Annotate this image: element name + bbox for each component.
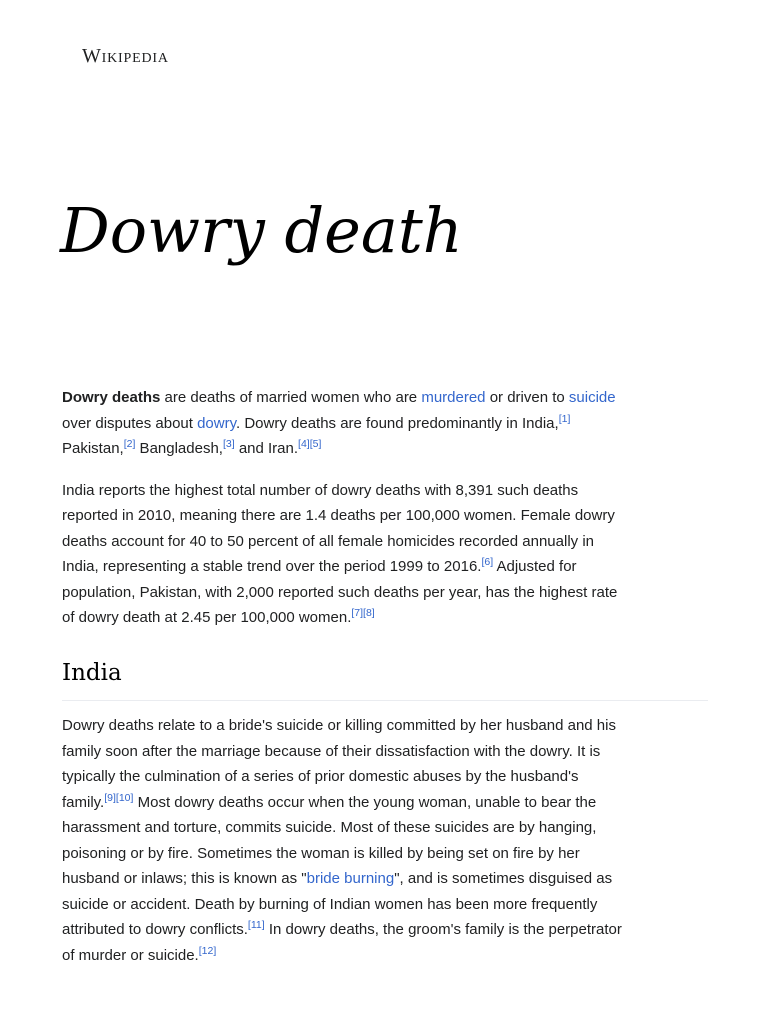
text-run: are deaths of married women who are bbox=[160, 389, 422, 406]
text-run: or driven to bbox=[485, 389, 569, 406]
citation-6[interactable]: [6] bbox=[481, 556, 494, 568]
intro-paragraph-1 bbox=[62, 385, 622, 462]
citation-5[interactable]: [5] bbox=[309, 438, 322, 450]
text-run: India reports the highest total number of dowry deaths with 8,391 such deaths reported in 2010, meaning there are 1.4 deaths per 100,000 women. Female dowry deaths account for 40 to 50 percent of all female homicides recorded annually in India, representing a stable trend over the period 1999 to 2016. bbox=[62, 481, 615, 575]
text-run: over disputes about bbox=[62, 414, 198, 432]
link-dowry[interactable]: dowry bbox=[197, 414, 236, 432]
india-paragraph-1 bbox=[62, 713, 622, 968]
citation-3[interactable]: [3] bbox=[222, 438, 235, 450]
citation-7[interactable]: [7] bbox=[351, 607, 364, 619]
text-run: Adjusted for population, Pakistan, with 2,000 reported such deaths per year, has the highest rate of dowry death at 2.45 per 100,000 women. bbox=[62, 558, 618, 626]
text-run: ", and is sometimes disguised as suicide or accident. Death by burning of Indian women has been more frequently attributed to dowry conflicts. bbox=[62, 870, 613, 938]
link-bride-burning[interactable]: bride burning bbox=[306, 870, 395, 887]
text-run: Bangladesh, bbox=[135, 440, 223, 457]
citation-2[interactable]: [2] bbox=[123, 438, 136, 450]
text-run: Most dowry deaths occur when the young woman, unable to bear the harassment and torture, commits suicide. Most of these suicides are by hanging, poisoning or by fire. Sometimes the woman is killed by being set on fire by her husband or inlaws; this is known as " bbox=[62, 793, 597, 887]
citation-4[interactable]: [4] bbox=[298, 438, 310, 450]
page-title: Dowry death bbox=[60, 194, 463, 267]
citation-8[interactable]: [8] bbox=[363, 607, 375, 619]
section-india-content bbox=[62, 713, 622, 968]
article-intro bbox=[62, 385, 622, 647]
intro-paragraph-2 bbox=[62, 478, 622, 631]
link-murdered[interactable]: murdered bbox=[421, 389, 486, 406]
text-run: Dowry deaths relate to a bride's suicide or killing committed by her husband and his family soon after the marriage because of their dissatisfaction with the dowry. It is typically the culmination of a series of prior domestic abuses by the husband's family. bbox=[62, 717, 616, 811]
bold-term: Dowry deaths bbox=[62, 389, 161, 406]
citation-10[interactable]: [10] bbox=[115, 791, 134, 804]
text-run: In dowry deaths, the groom's family is the perpetrator of murder or suicide. bbox=[62, 921, 622, 964]
wikipedia-wordmark-logo[interactable]: Wikipedia bbox=[82, 45, 169, 67]
citation-12[interactable]: [12] bbox=[198, 944, 217, 957]
text-run: and Iran. bbox=[234, 440, 299, 457]
site-header bbox=[82, 42, 169, 72]
link-suicide[interactable]: suicide bbox=[568, 389, 616, 406]
text-run: Pakistan, bbox=[62, 440, 124, 457]
section-heading-india[interactable]: India bbox=[62, 655, 708, 701]
citation-9[interactable]: [9] bbox=[104, 791, 116, 804]
citation-11[interactable]: [11] bbox=[247, 919, 265, 931]
text-run: . Dowry deaths are found predominantly in India, bbox=[236, 414, 559, 432]
citation-1[interactable]: [1] bbox=[558, 412, 571, 425]
